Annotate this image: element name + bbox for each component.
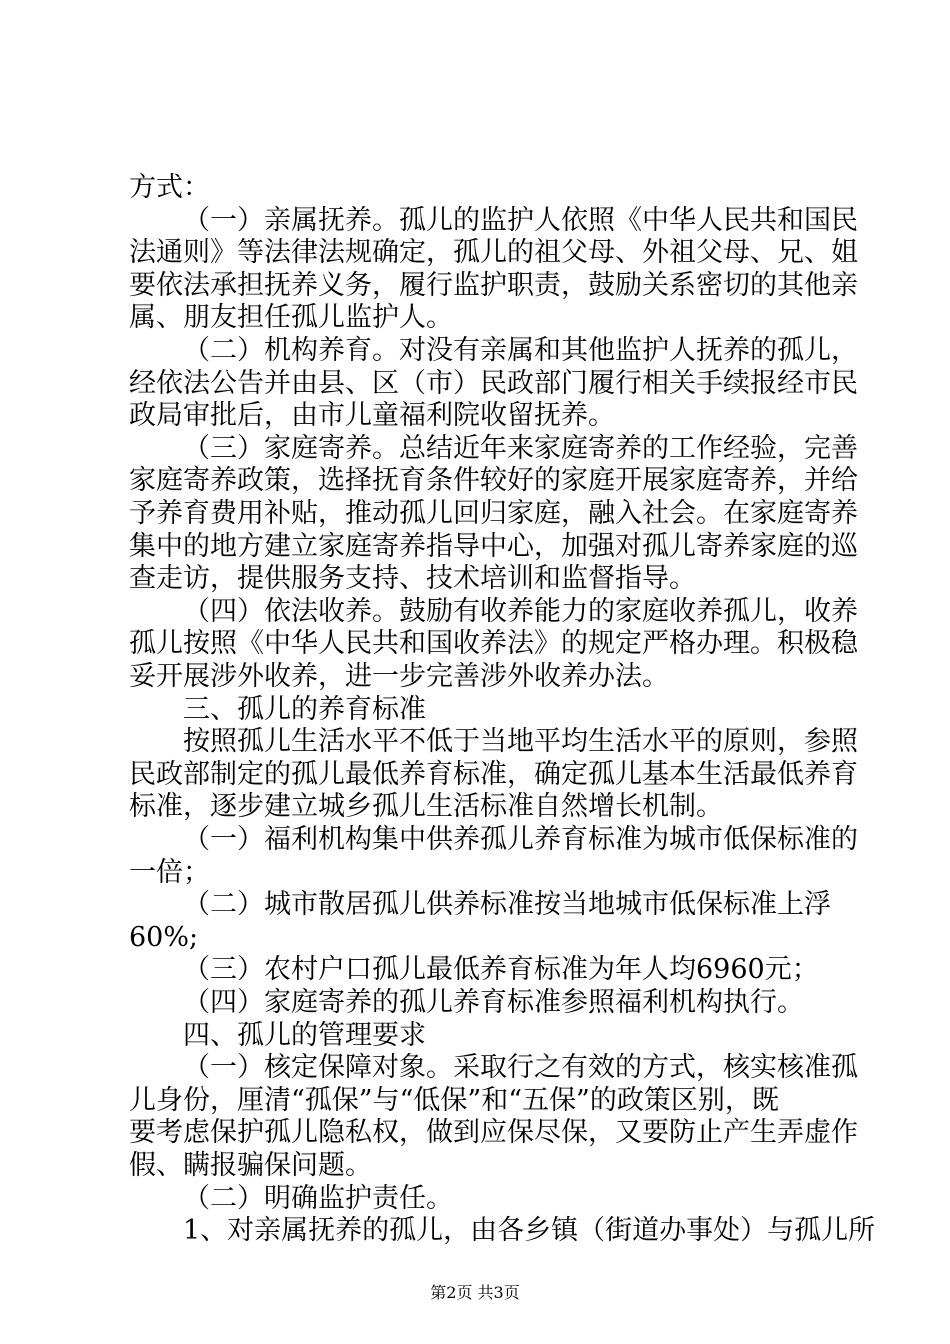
text-line: 查走访，提供服务支持、技术培训和监督指导。 — [129, 563, 696, 594]
text-line: 属、朋友担任孤儿监护人。 — [129, 302, 453, 333]
text-line: 儿身份，厘清“孤保”与“低保”和“五保”的政策区别，既 — [129, 1085, 779, 1116]
page-number-footer: 第2页 共3页 — [430, 1283, 520, 1302]
text-line: 假、瞒报骗保问题。 — [129, 1150, 372, 1181]
text-line: （一）亲属抚养。孤儿的监护人依照《中华人民共和国民 — [183, 205, 858, 236]
text-line: 政局审批后，由市儿童福利院收留抚养。 — [129, 400, 615, 431]
text-line: 1、对亲属抚养的孤儿，由各乡镇（街道办事处）与孤儿所 — [183, 1215, 876, 1246]
section-heading: 三、孤儿的养育标准 — [183, 694, 426, 725]
text-line: 予养育费用补贴，推动孤儿回归家庭，融入社会。在家庭寄养 — [129, 498, 858, 529]
text-line: 按照孤儿生活水平不低于当地平均生活水平的原则，参照 — [183, 726, 858, 757]
text-line: （二）城市散居孤儿供养标准按当地城市低保标准上浮 — [183, 889, 831, 920]
text-line: （三）农村户口孤儿最低养育标准为年人均6960元； — [183, 954, 819, 985]
text-line: （一）核定保障对象。采取行之有效的方式，核实核准孤 — [183, 1052, 858, 1083]
text-line: （二）机构养育。对没有亲属和其他监护人抚养的孤儿， — [183, 335, 858, 366]
section-heading: 四、孤儿的管理要求 — [183, 1020, 426, 1051]
text-line: 方式： — [129, 172, 210, 203]
text-line: 集中的地方建立家庭寄养指导中心，加强对孤儿寄养家庭的巡 — [129, 531, 858, 562]
text-line: 60%; — [129, 922, 199, 953]
text-line: 法通则》等法律法规确定，孤儿的祖父母、外祖父母、兄、姐 — [129, 237, 858, 268]
text-line: 民政部制定的孤儿最低养育标准，确定孤儿基本生活最低养育 — [129, 759, 858, 790]
text-line: （三）家庭寄养。总结近年来家庭寄养的工作经验，完善 — [183, 433, 858, 464]
text-line: （四）依法收养。鼓励有收养能力的家庭收养孤儿，收养 — [183, 596, 858, 627]
text-line: 经依法公告并由县、区（市）民政部门履行相关手续报经市民 — [129, 368, 858, 399]
text-line: 标准，逐步建立城乡孤儿生活标准自然增长机制。 — [129, 791, 723, 822]
text-line: 妥开展涉外收养，进一步完善涉外收养办法。 — [129, 661, 669, 692]
text-line: （四）家庭寄养的孤儿养育标准参照福利机构执行。 — [183, 987, 804, 1018]
text-line: 家庭寄养政策，选择抚育条件较好的家庭开展家庭寄养，并给 — [129, 465, 858, 496]
text-line: 要依法承担抚养义务，履行监护职责，鼓励关系密切的其他亲 — [129, 270, 858, 301]
text-line: （二）明确监护责任。 — [183, 1183, 453, 1214]
text-line: 要考虑保护孤儿隐私权，做到应保尽保，又要防止产生弄虚作 — [129, 1117, 858, 1148]
text-line: （一）福利机构集中供养孤儿养育标准为城市低保标准的 — [183, 824, 858, 855]
text-line: 一倍； — [129, 857, 210, 888]
text-line: 孤儿按照《中华人民共和国收养法》的规定严格办理。积极稳 — [129, 628, 858, 659]
